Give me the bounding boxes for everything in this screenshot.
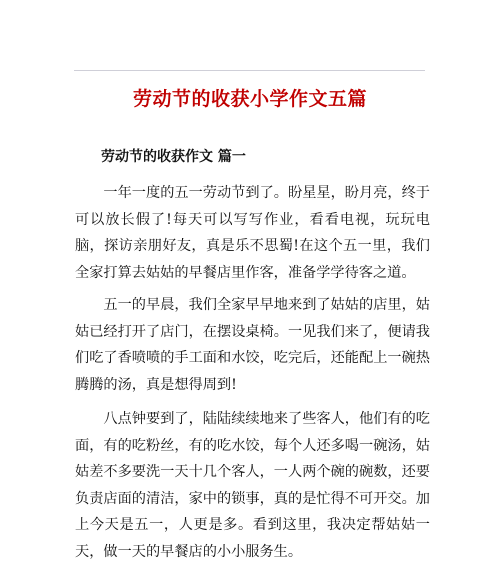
paragraph-2: 五一的早晨，我们全家早早地来到了姑姑的店里，姑姑已经打开了店门，在摆设桌椅。一见我们来了，便请我们吃了香喷喷的手工面和水饺，吃完后，还能配上一碗热腾腾的汤，真是想得周到! (75, 297, 430, 393)
header-divider (74, 70, 425, 71)
document-title: 劳动节的收获小学作文五篇 (132, 88, 367, 110)
paragraph-3: 八点钟要到了，陆陆续续地来了些客人，他们有的吃面，有的吃粉丝，有的吃水饺，每个人还多喝一碗汤，姑姑差不多要洗一天十几个客人，一人两个碗的碗数，还要负责店面的清洁，家中的锁事，真的是忙得不可开交。加上今天是五一，人更是多。看到这里，我决定帮姑姑一天，做一天的早餐店的小小服务生。 (75, 411, 430, 560)
section-heading: 劳动节的收获作文 篇一 (101, 149, 246, 165)
paragraph-1: 一年一度的五一劳动节到了。盼星星，盼月亮，终于可以放长假了!每天可以写写作业，看看电视，玩玩电脑，探访亲朋好友，真是乐不思蜀!在这个五一里，我们全家打算去姑姑的早餐店里作客，准备学学待客之道。 (75, 185, 430, 281)
